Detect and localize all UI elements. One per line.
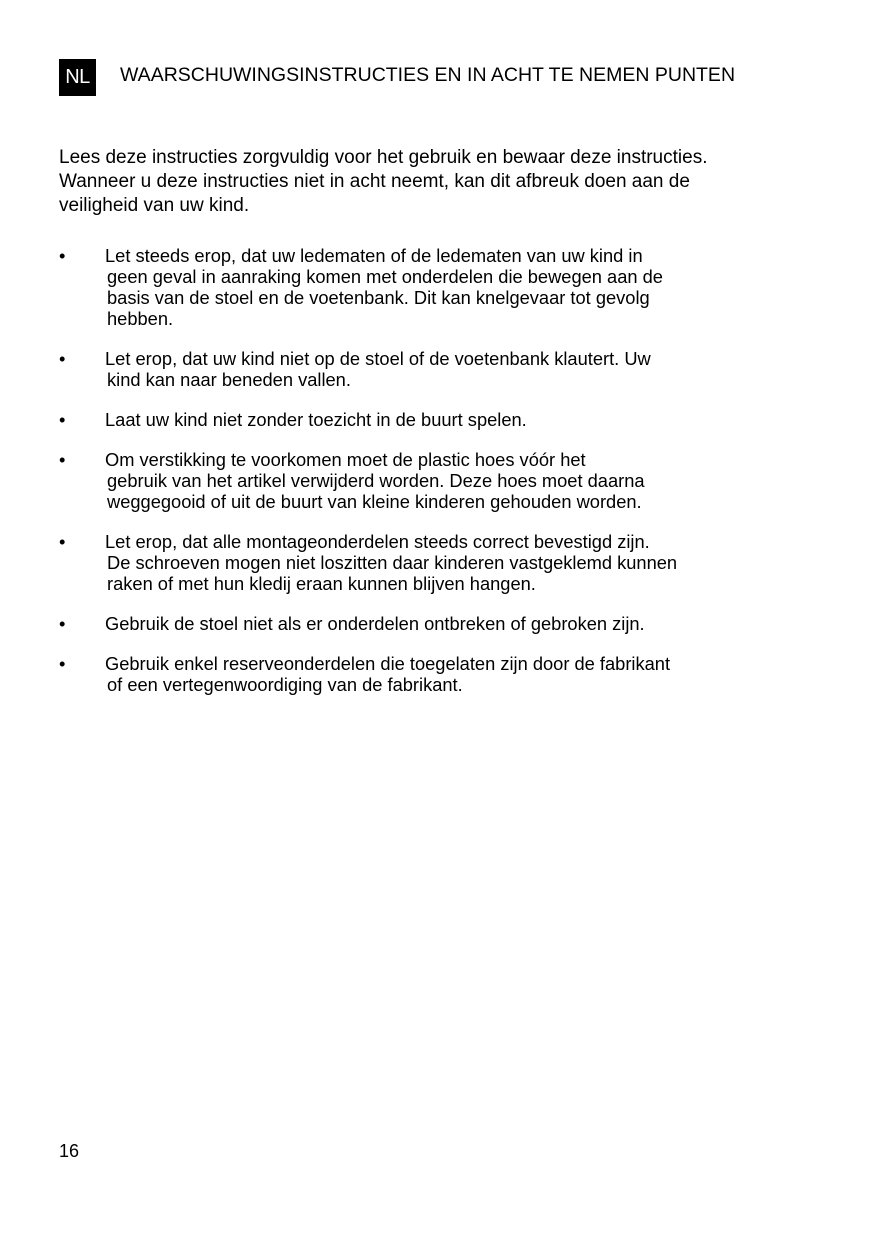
warning-line: geen geval in aanraking komen met onderdelen die bewegen aan de <box>107 266 663 287</box>
warning-line: kind kan naar beneden vallen. <box>107 369 351 390</box>
warning-line: gebruik van het artikel verwijderd worden. Deze hoes moet daarna <box>107 470 645 491</box>
warning-line: Let erop, dat uw kind niet op de stoel of de voetenbank klautert. Uw <box>105 348 651 369</box>
bullet: • <box>59 245 66 266</box>
bullet: • <box>59 348 66 369</box>
warning-line: Gebruik enkel reserveonderdelen die toegelaten zijn door de fabrikant <box>105 653 671 674</box>
warning-line: Om verstikking te voorkomen moet de plastic hoes vóór het <box>105 449 586 470</box>
intro-paragraph <box>59 146 819 218</box>
warning-item-missing-parts <box>59 613 819 634</box>
warning-line: basis van de stoel en de voetenbank. Dit kan knelgevaar tot gevolg <box>107 287 650 308</box>
warning-item-spare-parts <box>59 653 819 695</box>
warning-line: Let steeds erop, dat uw ledematen of de ledematen van uw kind in <box>105 245 643 266</box>
warning-line: hebben. <box>107 308 174 329</box>
bullet: • <box>59 409 66 430</box>
warning-line: of een vertegenwoordiging van de fabrikant. <box>107 674 463 695</box>
language-badge: NL <box>59 59 96 96</box>
warning-item-limbs <box>59 245 819 329</box>
warning-line: Let erop, dat alle montageonderdelen steeds correct bevestigd zijn. <box>105 531 650 552</box>
warning-item-assembly <box>59 531 819 594</box>
bullet: • <box>59 613 66 634</box>
intro-line: Wanneer u deze instructies niet in acht neemt, kan dit afbreuk doen aan de <box>59 171 690 192</box>
warning-item-suffocation <box>59 449 819 512</box>
page-title: WAARSCHUWINGSINSTRUCTIES EN IN ACHT TE NEMEN PUNTEN <box>120 64 736 86</box>
warning-item-supervision <box>59 409 819 430</box>
bullet: • <box>59 531 66 552</box>
warning-line: Gebruik de stoel niet als er onderdelen ontbreken of gebroken zijn. <box>105 613 645 634</box>
warning-line: De schroeven mogen niet loszitten daar kinderen vastgeklemd kunnen <box>107 552 678 573</box>
page-number: 16 <box>59 1141 80 1161</box>
warning-line: weggegooid of uit de buurt van kleine kinderen gehouden worden. <box>107 491 642 512</box>
warning-line: raken of met hun kledij eraan kunnen blijven hangen. <box>107 573 536 594</box>
bullet: • <box>59 449 66 470</box>
bullet: • <box>59 653 66 674</box>
intro-line: Lees deze instructies zorgvuldig voor het gebruik en bewaar deze instructies. <box>59 147 708 168</box>
warning-list <box>59 245 819 695</box>
warning-line: Laat uw kind niet zonder toezicht in de buurt spelen. <box>105 409 527 430</box>
intro-line: veiligheid van uw kind. <box>59 195 250 216</box>
warning-item-climbing <box>59 348 819 390</box>
